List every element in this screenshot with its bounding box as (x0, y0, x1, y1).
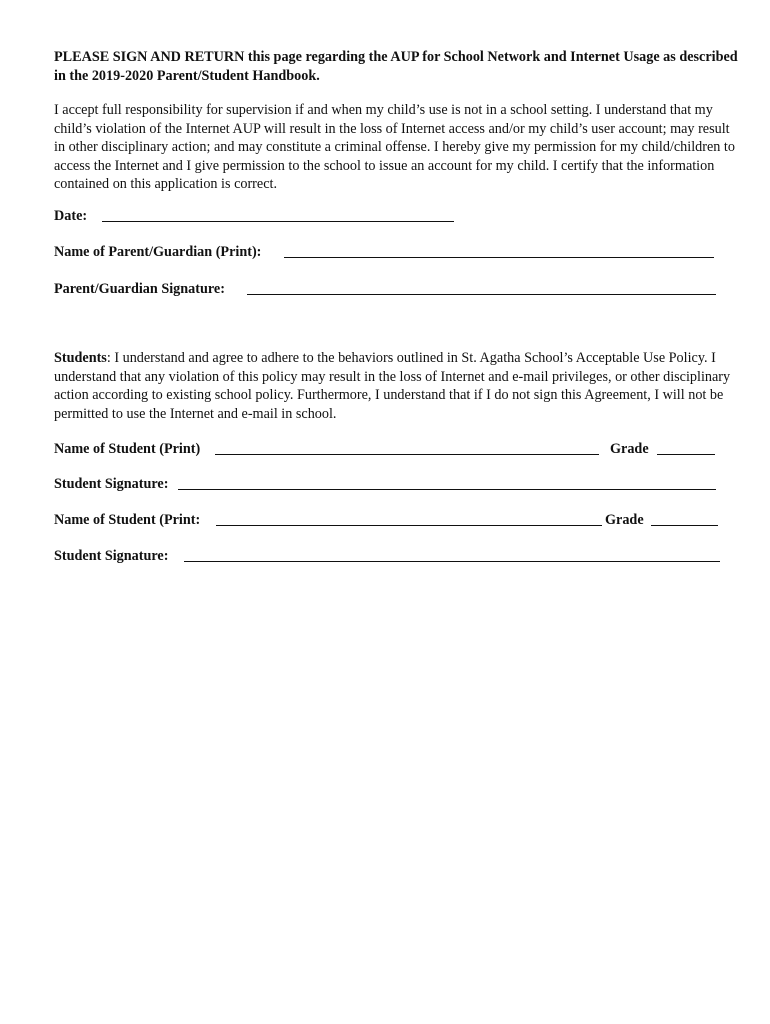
student2-signature-field (54, 546, 722, 566)
parent-agreement-paragraph: I accept full responsibility for supervision if and when my child’s use is not in a school setting. I understand that my child’s violation of the Internet AUP will result in the loss of Internet access and/or my child’s user account; may result in other disciplinary action; and may constitute a criminal offense. I hereby give my permission for my child/children to access the Internet and I give permission to the school to issue an account for my child. I certify that the information contained on this application is correct. (54, 102, 735, 193)
student1-signature-line[interactable] (178, 489, 716, 490)
parent-signature-label: Parent/Guardian Signature: (54, 281, 225, 297)
student2-name-field (54, 510, 719, 530)
student1-signature-field (54, 474, 719, 494)
parent-name-label: Name of Parent/Guardian (Print): (54, 244, 262, 260)
student1-name-label: Name of Student (Print) (54, 441, 201, 457)
student2-signature-line[interactable] (184, 561, 720, 562)
students-lead: Students (54, 350, 107, 366)
student2-name-label: Name of Student (Print: (54, 512, 201, 528)
form-heading: PLEASE SIGN AND RETURN this page regarding the AUP for School Network and Internet Usage as described in the 2019-2020 Parent/Student Handbook. (54, 49, 738, 84)
student2-signature-label: Student Signature: (54, 548, 169, 564)
students-paragraph-text: : I understand and agree to adhere to the behaviors outlined in St. Agatha School’s Acceptable Use Policy. I understand that any violation of this policy may result in the loss of Internet and e-mail privileges, or other disciplinary action according to existing school policy. Furthermore, I understand that if I do not sign this Agreement, I will not be permitted to use the Internet and e-mail in school. (54, 350, 731, 422)
student1-grade-line[interactable] (657, 454, 715, 455)
parent-name-field (54, 242, 719, 262)
student2-name-line[interactable] (216, 525, 602, 526)
parent-signature-field (54, 279, 719, 299)
student1-signature-label: Student Signature: (54, 476, 169, 492)
date-line[interactable] (102, 221, 454, 222)
parent-signature-line[interactable] (247, 294, 716, 295)
student1-grade-label: Grade (610, 441, 649, 457)
student2-grade-line[interactable] (651, 525, 718, 526)
student2-grade-label: Grade (605, 512, 644, 528)
student-agreement-paragraph (54, 349, 744, 423)
date-field (54, 206, 464, 226)
parent-name-line[interactable] (284, 257, 714, 258)
date-label: Date: (54, 208, 88, 224)
student1-name-line[interactable] (215, 454, 599, 455)
student1-name-field (54, 439, 719, 459)
